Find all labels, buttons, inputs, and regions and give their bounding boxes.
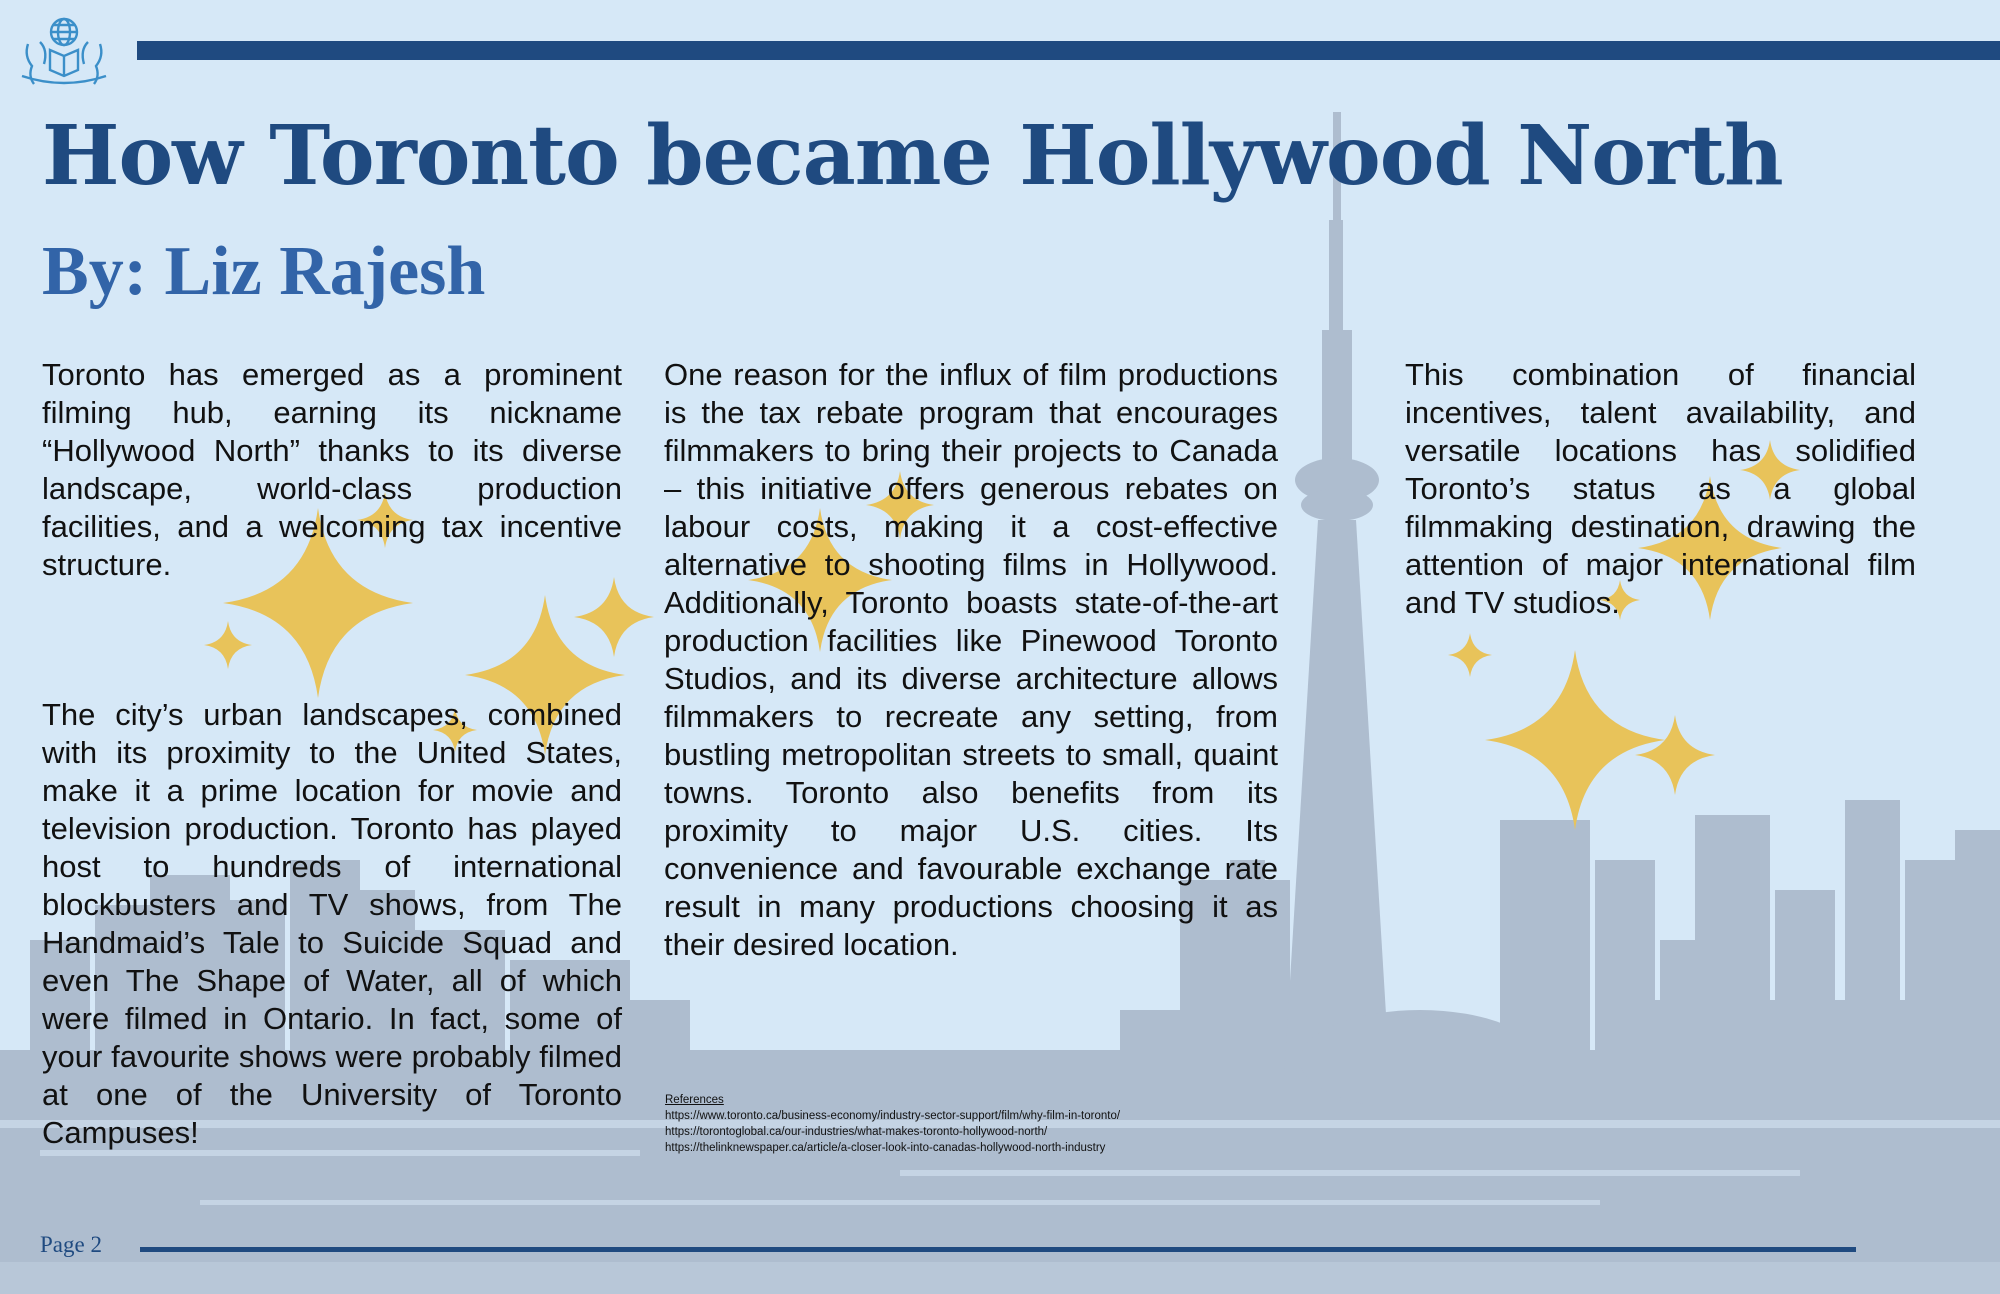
paragraph: This combination of financial incentives, talent availability, and versatile locations has solidified Toronto’s status as a global filmmaking destination, drawing the attention of major international film and TV studios.	[1405, 357, 1916, 620]
sparkle-icon	[1635, 715, 1715, 795]
references-section	[665, 1092, 1305, 1156]
page-number: Page 2	[40, 1232, 102, 1257]
sparkle-icon	[1485, 650, 1665, 830]
references-heading: References	[665, 1094, 724, 1106]
reference-link[interactable]: https://torontoglobal.ca/our-industries/what-makes-toronto-hollywood-north/	[665, 1126, 1048, 1138]
header-divider	[137, 41, 2000, 60]
article-byline: By: Liz Rajesh	[42, 233, 486, 310]
sparkle-icon	[1448, 633, 1492, 677]
globe-crest-logo-icon	[20, 14, 108, 88]
text-column-1	[42, 356, 622, 1152]
footer-divider	[140, 1247, 1856, 1252]
reference-link[interactable]: https://thelinknewspaper.ca/article/a-closer-look-into-canadas-hollywood-north-industry	[665, 1142, 1106, 1154]
text-column-3	[1405, 356, 1916, 622]
text-column-2	[664, 356, 1278, 964]
paragraph: The city’s urban landscapes, combined with its proximity to the United States, make it a prime location for movie and television production. Toronto has played host to hundreds of international blockbusters and TV shows, from The Handmaid’s Tale to Suicide Squad and even The Shape of Water, all of which were filmed in Ontario. In fact, some of your favourite shows were probably filmed at one of the University of Toronto Campuses!	[42, 697, 622, 1150]
article-title: How Toronto became Hollywood North	[42, 108, 1783, 204]
reference-link[interactable]: https://www.toronto.ca/business-economy/industry-sector-support/film/why-film-in-toronto/	[665, 1110, 1121, 1122]
paragraph: Toronto has emerged as a prominent filming hub, earning its nickname “Hollywood North” thanks to its diverse landscape, world-class production facilities, and a welcoming tax incentive structure.	[42, 357, 622, 582]
paragraph: One reason for the influx of film productions is the tax rebate program that encourages filmmakers to bring their projects to Canada – this initiative offers generous rebates on labour costs, making it a cost-effective alternative to shooting films in Hollywood. Additionally, Toronto boasts state-of-the-art production facilities like Pinewood Toronto Studios, and its diverse architecture allows filmmakers to recreate any setting, from bustling metropolitan streets to small, quaint towns. Toronto also benefits from its proximity to major U.S. cities. Its convenience and favourable exchange rate result in many productions choosing it as their desired location.	[664, 357, 1278, 962]
